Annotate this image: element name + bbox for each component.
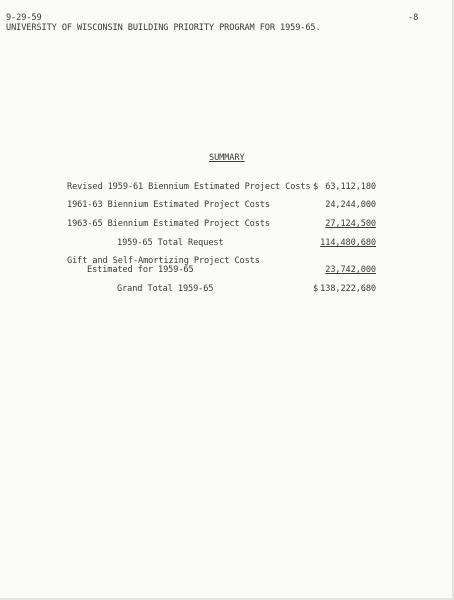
row-label: 1961-63 Biennium Estimated Project Costs	[67, 200, 270, 210]
row-amount: 27,124,500	[325, 219, 376, 229]
row-amount: 24,244,000	[325, 200, 376, 210]
subtotal-amount: 114,480,680	[320, 238, 376, 248]
row-amount: 63,112,180	[325, 182, 376, 192]
currency-symbol: $	[313, 182, 319, 192]
gift-label-line1: Gift and Self-Amortizing Project Costs	[67, 256, 260, 266]
document-title: UNIVERSITY OF WISCONSIN BUILDING PRIORITY PROGRAM FOR 1959-65.	[6, 23, 321, 33]
grand-total-label: Grand Total 1959-65	[117, 284, 214, 294]
row-label: Revised 1959-61 Biennium Estimated Project Costs	[67, 182, 311, 192]
document-date: 9-29-59	[6, 13, 42, 23]
gift-label-line2: Estimated for 1959-65	[87, 265, 194, 275]
gift-amount: 23,742,000	[325, 265, 376, 275]
row-label: 1963-65 Biennium Estimated Project Costs	[67, 219, 270, 229]
currency-symbol: $	[313, 284, 319, 294]
page-number: -8	[408, 13, 419, 23]
summary-heading: SUMMARY	[209, 153, 245, 163]
subtotal-label: 1959-65 Total Request	[117, 238, 224, 248]
grand-total-amount: 138,222,680	[320, 284, 376, 294]
